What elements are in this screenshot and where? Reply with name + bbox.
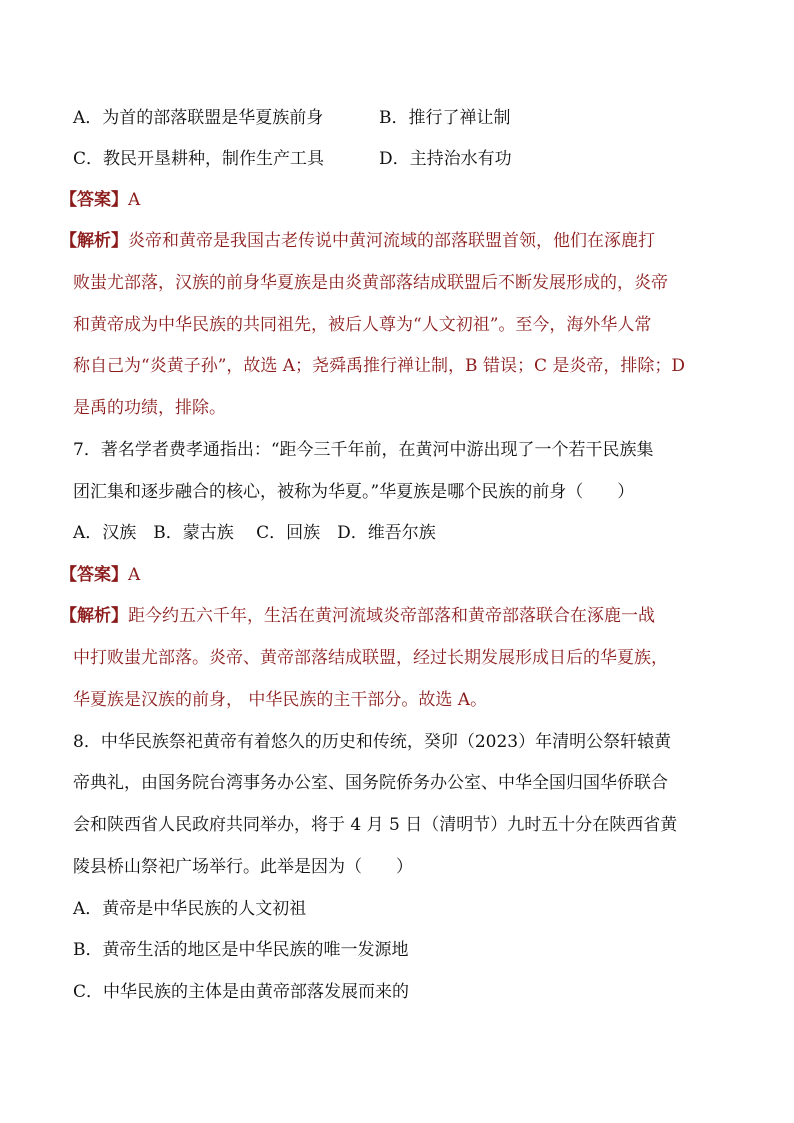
q6-analysis-line-4: 称自己为“炎黄子孙”，故选 A；尧舜禹推行禅让制，B 错误；C 是炎帝，排除；D — [73, 356, 685, 376]
q6-analysis-line-2: 败蚩尤部落，汉族的前身华夏族是由炎黄部落结成联盟后不断发展形成的，炎帝 — [73, 273, 668, 293]
q8-stem-line-1: 8．中华民族祭祀黄帝有着悠久的历史和传统，癸卯（2023）年清明公祭轩辕黄 — [73, 732, 672, 752]
q6-answer-tag: 【答案】 — [60, 190, 128, 210]
q7-answer-tag: 【答案】 — [60, 565, 128, 585]
q6-options-row-1 — [73, 107, 733, 129]
q8-stem-line-3: 会和陕西省人民政府共同举办，将于 4 月 5 日（清明节）九时五十分在陕西省黄 — [73, 815, 678, 835]
q8-option-c[interactable]: C．中华民族的主体是由黄帝部落发展而来的 — [73, 982, 410, 1002]
q6-answer — [60, 189, 720, 211]
q6-analysis-line-1 — [60, 230, 720, 252]
q7-analysis-line-1 — [60, 605, 720, 627]
q7-analysis-line-3: 华夏族是汉族的前身， 中华民族的主干部分。故选 A。 — [73, 690, 488, 710]
q6-options-row-2 — [73, 148, 733, 170]
q6-analysis-tag: 【解析】 — [60, 231, 128, 251]
q7-options[interactable]: A．汉族 B．蒙古族 C．回族 D．维吾尔族 — [73, 523, 436, 543]
q8-option-a[interactable]: A．黄帝是中华民族的人文初祖 — [73, 899, 307, 919]
q6-option-b[interactable]: B．推行了禅让制 — [379, 108, 511, 128]
q6-analysis-line-5: 是禹的功绩，排除。 — [73, 398, 226, 418]
q7-answer-value: A — [128, 565, 141, 585]
q6-answer-value: A — [128, 190, 141, 210]
q8-stem-line-4: 陵县桥山祭祀广场举行。此举是因为（ ） — [73, 857, 413, 877]
q6-analysis-line-3: 和黄帝成为中华民族的共同祖先，被后人尊为“人文初祖”。至今，海外华人常 — [73, 315, 652, 335]
q7-stem-line-2: 团汇集和逐步融合的核心，被称为华夏。”华夏族是哪个民族的前身（ ） — [73, 482, 635, 502]
q6-option-a[interactable]: A．为首的部落联盟是华夏族前身 — [73, 108, 324, 128]
q7-answer — [60, 564, 720, 586]
q7-stem-line-1: 7．著名学者费孝通指出：“距今三千年前，在黄河中游出现了一个若干民族集 — [73, 440, 654, 460]
q7-analysis-text-1: 距今约五六千年，生活在黄河流域炎帝部落和黄帝部落联合在涿鹿一战 — [128, 606, 655, 626]
q8-option-b[interactable]: B．黄帝生活的地区是中华民族的唯一发源地 — [73, 940, 409, 960]
q6-analysis-text-1: 炎帝和黄帝是我国古老传说中黄河流域的部落联盟首领，他们在涿鹿打 — [128, 231, 655, 251]
q7-analysis-tag: 【解析】 — [60, 606, 128, 626]
q8-stem-line-2: 帝典礼，由国务院台湾事务办公室、国务院侨务办公室、中华全国归国华侨联合 — [73, 773, 668, 793]
q6-option-c[interactable]: C．教民开垦耕种，制作生产工具 — [73, 149, 325, 169]
q7-analysis-line-2: 中打败蚩尤部落。炎帝、黄帝部落结成联盟，经过长期发展形成日后的华夏族， — [73, 648, 668, 668]
q6-option-d[interactable]: D．主持治水有功 — [379, 149, 512, 169]
